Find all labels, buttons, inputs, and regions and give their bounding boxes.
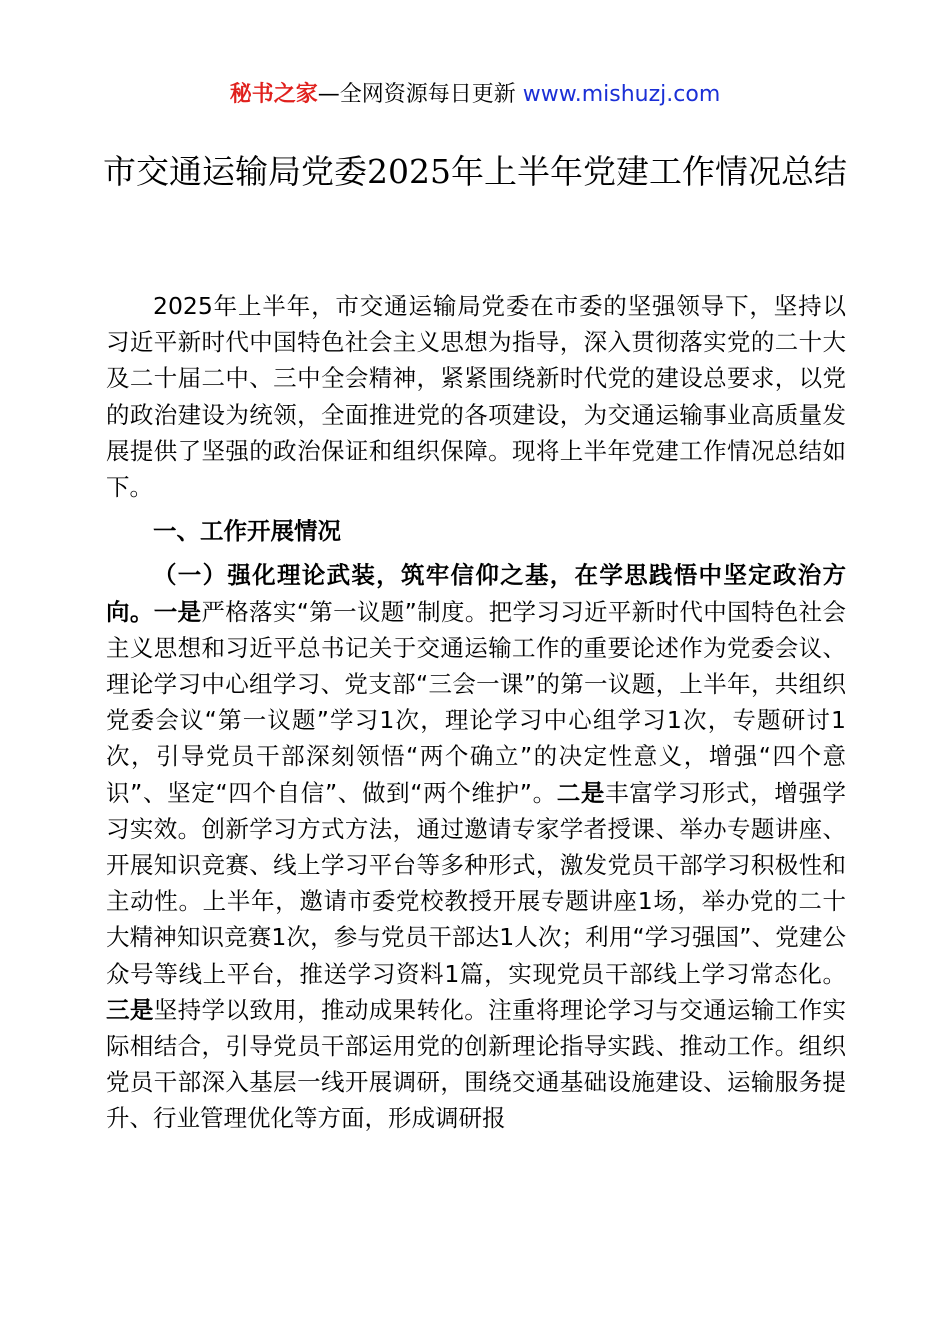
intro-paragraph: 2025年上半年，市交通运输局党委在市委的坚强领导下，坚持以习近平新时代中国特色社会主义思想为指导，深入贯彻落实党的二十大及二十届二中、三中全会精神，紧紧围绕新时代党的建设总要求，以党的政治建设为统领，全面推进党的各项建设，为交通运输事业高质量发展提供了坚强的政治保证和组织保障。现将上半年党建工作情况总结如下。: [106, 292, 846, 502]
point-text: 坚持学以致用，推动成果转化。注重将理论学习与交通运输工作实际相结合，引导党员干部运用党的创新理论指导实践、推动工作。组织党员干部深入基层一线开展调研，围绕交通基础设施建设、运输服务提升、行业管理优化等方面，形成调研报: [106, 995, 847, 1133]
point-text: 严格落实“第一议题”制度。把学习习近平新时代中国特色社会主义思想和习近平总书记关于交通运输工作的重要论述作为党委会议、理论学习中心组学习、党支部“三会一课”的第一议题，上半年，共组织党委会议“第一议题”学习1次，理论学习中心组学习1次，专题研讨1次，引导党员干部深刻领悟“两个确立”的决定性意义，增强“四个意识”、坚定“四个自信”、做到“两个维护”。: [106, 597, 846, 807]
document-title: 市交通运输局党委2025年上半年党建工作情况总结: [103, 152, 847, 191]
brand-name: 秘书之家: [229, 82, 318, 107]
document-body: [106, 288, 846, 1137]
section-heading: 一、工作开展情况: [153, 517, 341, 546]
subsection-paragraph: [106, 557, 846, 1136]
site-url-link[interactable]: www.mishuzj.com: [522, 82, 721, 107]
point-label: 二是: [556, 778, 606, 807]
point-label: 一是: [153, 597, 202, 626]
point-text: 丰富学习形式，增强学习实效。创新学习方式方法，通过邀请专家学者授课、举办专题讲座、开展知识竞赛、线上学习平台等多种形式，激发党员干部学习积极性和主动性。上半年，邀请市委党校教授开展专题讲座1场，举办党的二十大精神知识竞赛1次，参与党员干部达1人次；利用“学习强国”、党建公众号等线上平台，推送学习资料1篇，实现党员干部线上学习常态化。: [106, 778, 847, 988]
point-label: 三是: [106, 995, 154, 1024]
subsection-heading: （一）强化理论武装，筑牢信仰之基，在学思践悟中坚定政治方向。: [106, 561, 846, 626]
site-banner: [0, 78, 950, 112]
banner-tagline: —全网资源每日更新: [317, 82, 523, 107]
